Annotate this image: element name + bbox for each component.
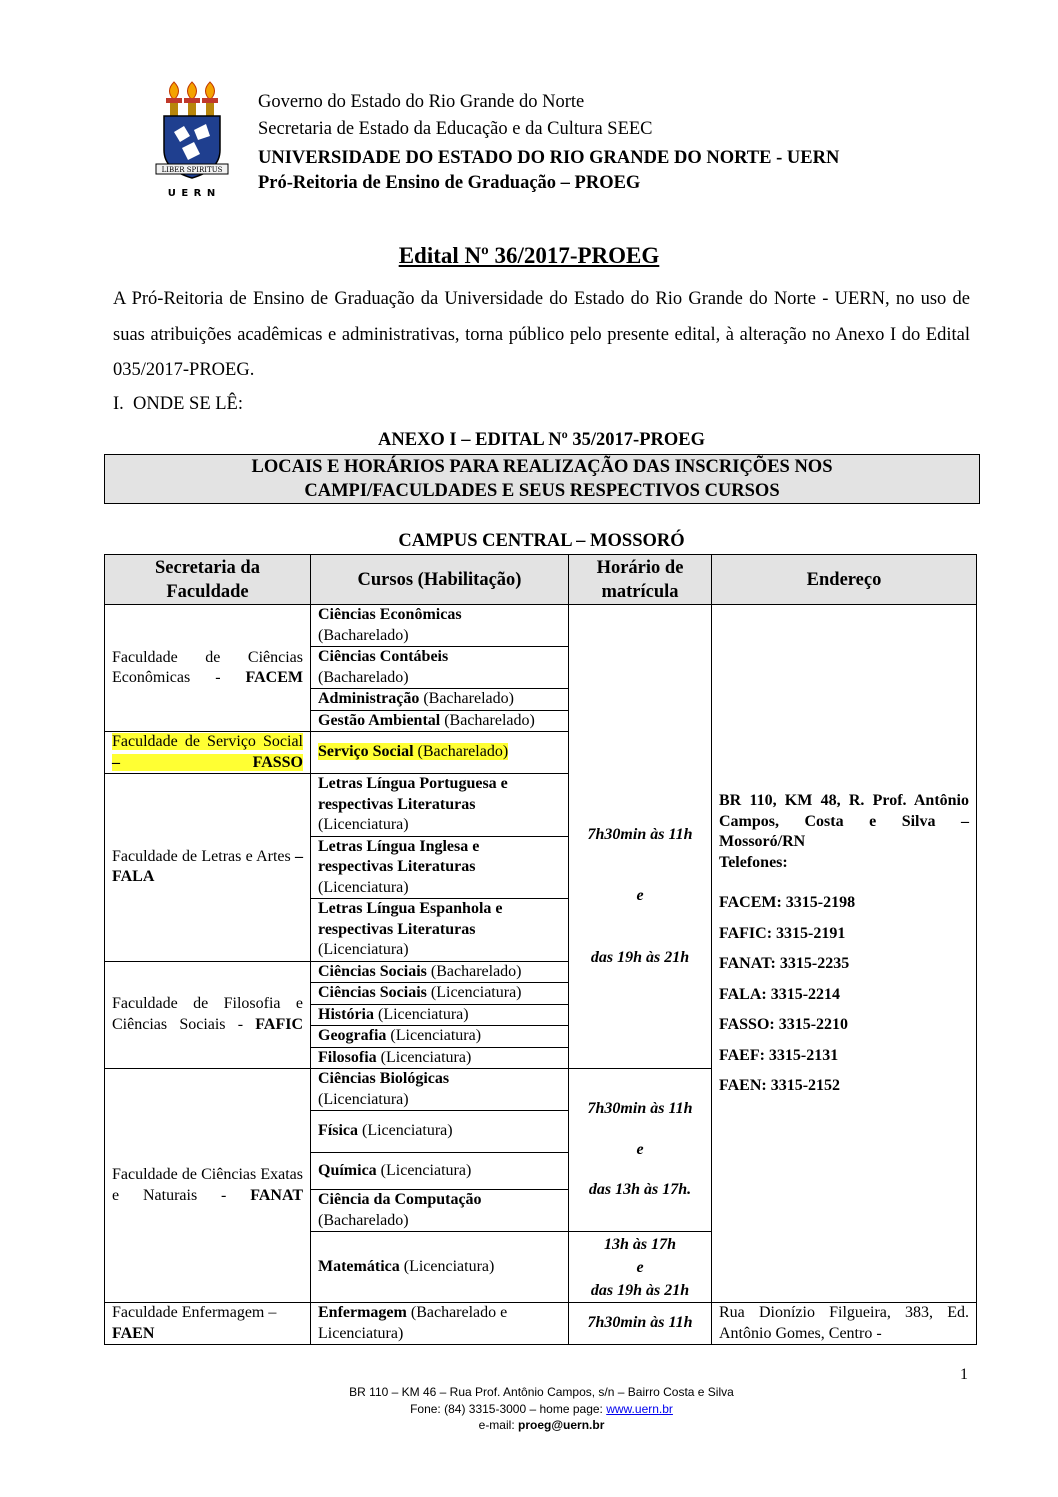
- faculdade-facem: Faculdade de Ciências Econômicas - FACEM: [105, 605, 311, 732]
- course-cell: Letras Língua Espanhola e respectivas Literaturas (Licenciatura): [311, 899, 569, 962]
- course-cell: Geografia (Licenciatura): [311, 1026, 569, 1048]
- logo-motto: LIBER SPIRITUS: [161, 166, 223, 174]
- footer-line-3: e-mail: proeg@uern.br: [478, 1418, 605, 1432]
- faculdade-fala: Faculdade de Letras e Artes – FALA: [105, 774, 311, 962]
- course-cell: Serviço Social (Bacharelado): [311, 732, 569, 774]
- table-row: [105, 605, 977, 647]
- horario-cell-d: 7h30min às 11h: [569, 1303, 712, 1345]
- footer-line-2: Fone: (84) 3315-3000 – home page: www.uern.br: [410, 1402, 673, 1416]
- horario-cell-b: 7h30min às 11h e das 13h às 17h.: [569, 1069, 712, 1232]
- col-header-cursos: Cursos (Habilitação): [311, 555, 569, 605]
- campus-title: CAMPUS CENTRAL – MOSSORÓ: [398, 531, 685, 551]
- course-cell: Ciências Biológicas (Licenciatura): [311, 1069, 569, 1111]
- header-line-1: Governo do Estado do Rio Grande do Norte: [258, 92, 585, 112]
- email-address: proeg@uern.br: [517, 1418, 605, 1432]
- endereco-cell: BR 110, KM 48, R. Prof. Antônio Campos, Costa e Silva – Mossoró/RN Telefones: FACEM: 3315-2198 FAFIC: 3315-2191 FANAT: 3315-2235 FALA: 3315-2214 FASSO: 3315-2210 FAEF: 3315-2131 FAEN: 3315-2152: [712, 605, 977, 1303]
- cursos-table: [104, 554, 977, 1345]
- uern-logo: [150, 80, 234, 202]
- table-row: [105, 1303, 977, 1345]
- course-cell: Letras Língua Inglesa e respectivas Literaturas (Licenciatura): [311, 836, 569, 899]
- course-cell: Ciências Sociais (Licenciatura): [311, 983, 569, 1005]
- header-line-2: Secretaria de Estado da Educação e da Cultura SEEC: [258, 119, 653, 139]
- course-cell: História (Licenciatura): [311, 1004, 569, 1026]
- course-cell: Letras Língua Portuguesa e respectivas Literaturas (Licenciatura): [311, 774, 569, 837]
- course-cell: Ciências Sociais (Bacharelado): [311, 961, 569, 983]
- col-header-horario: Horário de matrícula: [569, 555, 712, 605]
- course-cell: Química (Licenciatura): [311, 1153, 569, 1190]
- header-line-3: UNIVERSIDADE DO ESTADO DO RIO GRANDE DO NORTE - UERN: [258, 148, 840, 168]
- col-header-secretaria: Secretaria da Faculdade: [105, 555, 311, 605]
- faculdade-fafic: Faculdade de Filosofia e Ciências Sociais - FAFIC: [105, 961, 311, 1069]
- course-cell: Administração (Bacharelado): [311, 689, 569, 711]
- header-line-4: Pró-Reitoria de Ensino de Graduação – PROEG: [258, 173, 641, 193]
- edital-title: Edital Nº 36/2017-PROEG: [398, 243, 660, 268]
- footer-line-1: BR 110 – KM 46 – Rua Prof. Antônio Campos, s/n – Bairro Costa e Silva: [349, 1385, 734, 1399]
- course-cell: Ciência da Computação (Bacharelado): [311, 1190, 569, 1232]
- faculdade-fanat: Faculdade de Ciências Exatas e Naturais - FANAT: [105, 1069, 311, 1303]
- table-header-row: [105, 555, 977, 605]
- course-cell: Ciências Contábeis (Bacharelado): [311, 647, 569, 689]
- faculdade-faen: Faculdade Enfermagem – FAEN: [105, 1303, 311, 1345]
- course-cell: Gestão Ambiental (Bacharelado): [311, 710, 569, 732]
- course-cell: Física (Licenciatura): [311, 1111, 569, 1153]
- locais-box-line-1: LOCAIS E HORÁRIOS PARA REALIZAÇÃO DAS INSCRIÇÕES NOS: [251, 457, 833, 477]
- course-cell: Enfermagem (Bacharelado e Licenciatura): [311, 1303, 569, 1345]
- course-cell: Matemática (Licenciatura): [311, 1232, 569, 1303]
- locais-box: [104, 454, 980, 504]
- homepage-link[interactable]: www.uern.br: [606, 1402, 673, 1416]
- course-cell: Filosofia (Licenciatura): [311, 1047, 569, 1069]
- item-i-heading: I. ONDE SE LÊ:: [113, 394, 243, 414]
- course-cell: Ciências Econômicas (Bacharelado): [311, 605, 569, 647]
- intro-paragraph: A Pró-Reitoria de Ensino de Graduação da Universidade do Estado do Rio Grande do Norte - UERN, no uso de suas atribuições acadêmicas e administrativas, torna público pelo presente edital, à alteração no Anexo I do Edital 035/2017-PROEG.: [113, 289, 970, 380]
- locais-box-line-2: CAMPI/FACULDADES E SEUS RESPECTIVOS CURSOS: [304, 481, 780, 501]
- faculdade-fasso: Faculdade de Serviço Social – FASSO: [105, 732, 311, 774]
- logo-text: U E R N: [167, 188, 217, 199]
- anexo-title: ANEXO I – EDITAL Nº 35/2017-PROEG: [378, 430, 705, 450]
- endereco-cell-faen: Rua Dionízio Filgueira, 383, Ed. Antônio Gomes, Centro -: [712, 1303, 977, 1345]
- horario-cell-c: 13h às 17h e das 19h às 21h: [569, 1232, 712, 1303]
- uern-crest-icon: [150, 80, 234, 202]
- horario-cell-a: 7h30min às 11h e das 19h às 21h: [569, 605, 712, 1069]
- page-number: 1: [960, 1366, 968, 1383]
- col-header-endereco: Endereço: [712, 555, 977, 605]
